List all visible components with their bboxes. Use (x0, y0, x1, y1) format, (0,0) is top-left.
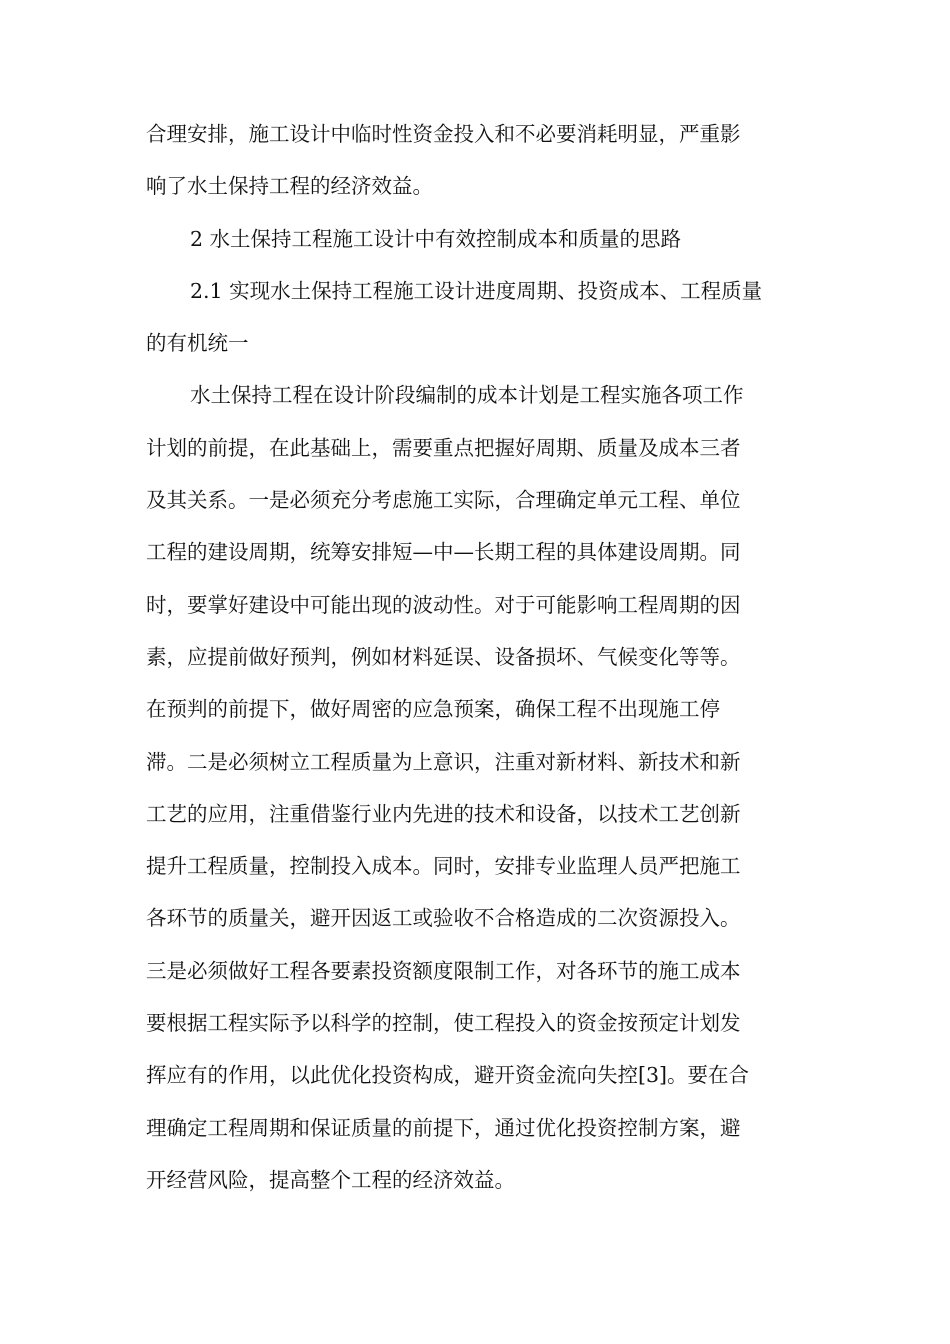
text-line: 各环节的质量关，避开因返工或验收不合格造成的二次资源投入。 (146, 906, 741, 931)
text-line: 计划的前提，在此基础上，需要重点把握好周期、质量及成本三者 (146, 435, 741, 460)
text-line: 合理安排，施工设计中临时性资金投入和不必要消耗明显，严重影 (146, 122, 741, 146)
text-line: 滞。二是必须树立工程质量为上意识，注重对新材料、新技术和新 (146, 749, 741, 774)
text-line: 水土保持工程在设计阶段编制的成本计划是工程实施各项工作 (190, 383, 744, 408)
section-heading-2 (146, 213, 808, 265)
paragraph-body (146, 369, 808, 1206)
text-line: 理确定工程周期和保证质量的前提下，通过优化投资控制方案，避 (146, 1115, 741, 1140)
text-line: 开经营风险，提高整个工程的经济效益。 (146, 1167, 515, 1192)
text-line: 时，要掌好建设中可能出现的波动性。对于可能影响工程周期的因 (146, 592, 741, 617)
text-line: 及其关系。一是必须充分考虑施工实际，合理确定单元工程、单位 (146, 488, 741, 513)
text-line: 提升工程质量，控制投入成本。同时，安排专业监理人员严把施工 (146, 854, 741, 879)
text-line: 工艺的应用，注重借鉴行业内先进的技术和设备，以技术工艺创新 (146, 801, 741, 826)
text-line: 工程的建设周期，统筹安排短—中—长期工程的具体建设周期。同 (146, 540, 741, 565)
text-line: 素，应提前做好预判，例如材料延误、设备损坏、气候变化等等。 (146, 644, 741, 669)
text-line: 三是必须做好工程各要素投资额度限制工作，对各环节的施工成本 (146, 958, 741, 983)
text-line: 在预判的前提下，做好周密的应急预案，确保工程不出现施工停 (146, 697, 720, 722)
heading-line: 的有机统一 (146, 331, 249, 356)
heading-line: 2 水土保持工程施工设计中有效控制成本和质量的思路 (190, 226, 682, 251)
heading-line: 2.1 实现水土保持工程施工设计进度周期、投资成本、工程质量 (190, 278, 763, 303)
text-line: 挥应有的作用，以此优化投资构成，避开资金流向失控[3]。要在合 (146, 1063, 750, 1088)
document-body (146, 108, 808, 1206)
section-heading-2-1 (146, 265, 808, 370)
text-line: 要根据工程实际予以科学的控制，使工程投入的资金按预定计划发 (146, 1011, 741, 1036)
paragraph-continuation (146, 108, 808, 213)
text-line: 响了水土保持工程的经济效益。 (146, 174, 433, 199)
